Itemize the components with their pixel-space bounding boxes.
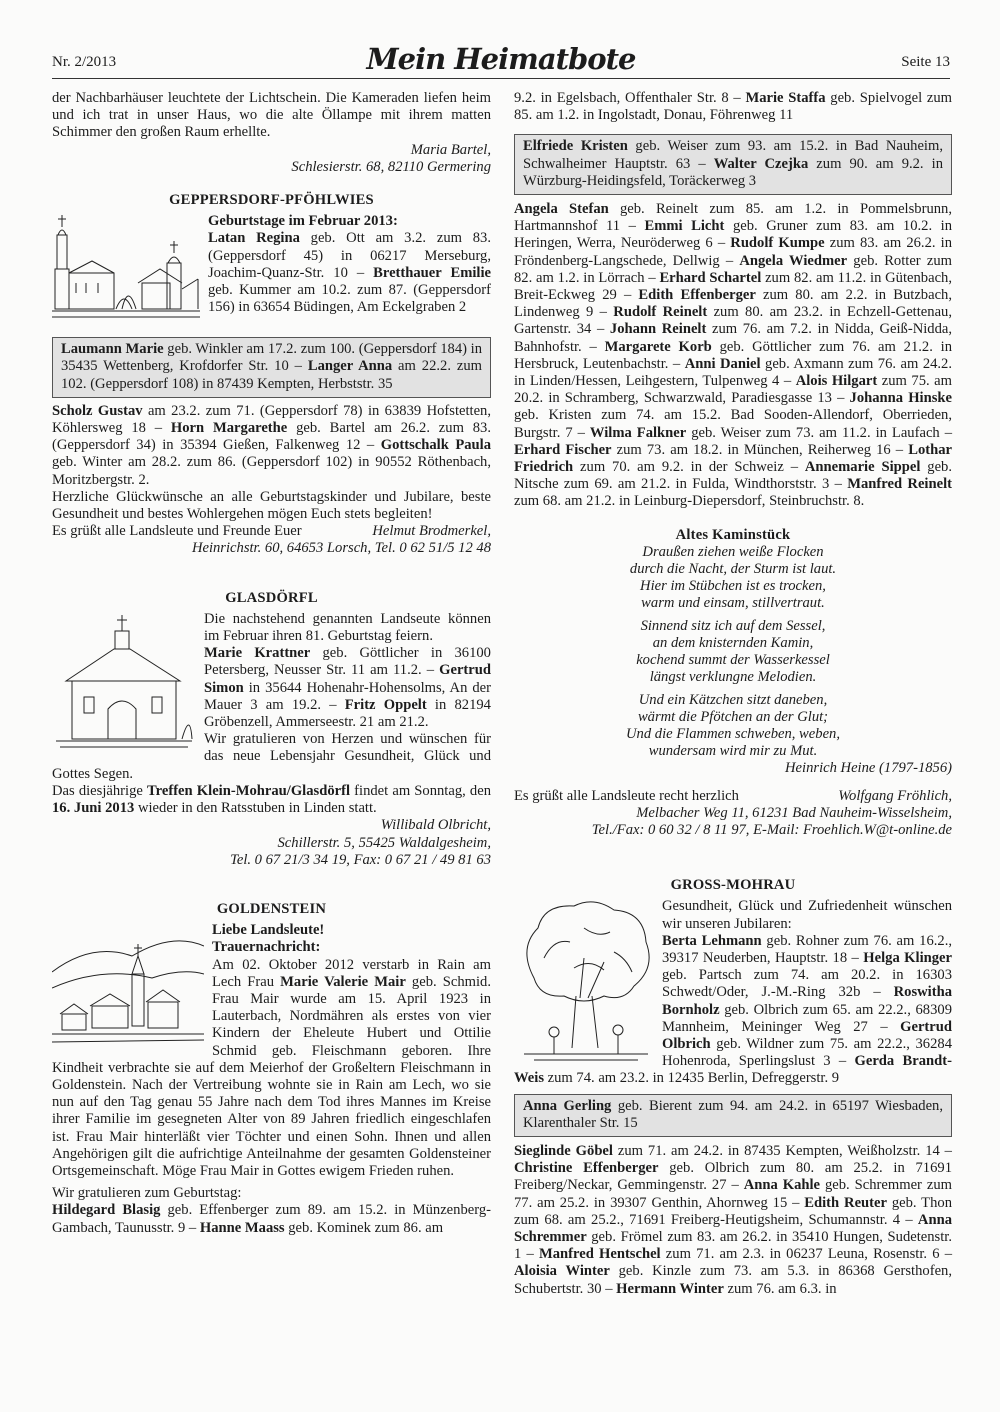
entry-text: geb. Rohner zum 76. am 16.2., 39317 Neuderben, Hauptstr. 18 – (662, 932, 952, 966)
person-name: Alois Hilgart (795, 373, 878, 390)
glasdoerfl-birthdays: Marie Krattner geb. Göttlicher in 36100 Petersberg, Neusser Str. 11 am 11.2. – Gertrud Simon in 35644 Hohenahr-Hohensolms, An der Mauer 3 am 19.2. – Fritz Oppelt in 82194 Gröbenzell, Ammerseestr. 21 am 21.2. (204, 645, 491, 731)
right-greeting: Es grüßt alle Landsleute recht herzlich Wolfgang Fröhlich, (514, 787, 952, 804)
right-birthday-list (514, 201, 952, 511)
entry-text: zum 73. am 18.2. in München, Reiherweg 16 – (611, 441, 909, 458)
geppersdorf-subheading: Geburtstage im Februar 2013: (208, 213, 398, 230)
poem-stanza-3: Und ein Kätzchen sitzt daneben, wärmt die Pfötchen an der Glut; Und die Flammen schweben, weben, wundersam wird mir zu Mut. (626, 691, 840, 760)
page-number: Seite 13 (901, 54, 950, 70)
person-name: Johanna Hinske (849, 390, 952, 407)
entry-text: geb. Wildner zum 75. am 22.2., 36284 Hohenroda, Sperlingslust 3 – (662, 1035, 952, 1070)
right-signature-contact: Tel./Fax: 0 60 32 / 8 11 97, E-Mail: Froehlich.W@t-online.de (591, 821, 952, 838)
header-rule (52, 78, 950, 79)
right-top-continuation: 9.2. in Egelsbach, Offenthaler Str. 8 – Marie Staffa geb. Spielvogel zum 85. am 1.2. in Ingolstadt, Donau, Föhrenweg 11 (514, 90, 953, 124)
person-name: Edith Reuter (804, 1194, 887, 1211)
poem-title: Altes Kaminstück (675, 526, 791, 543)
person-name: Edith Effenberger (638, 287, 756, 304)
entry-text: zum 80. am 2.2. in Butzbach, Lindenweg 9 – (514, 287, 952, 321)
person-name: Annemarie Sippel (804, 459, 921, 476)
entry-text: geb. Olbrich zum 65. am 22.2., 68309 Mannheim, Meininger Weg 27 – (662, 1001, 952, 1035)
person-name: Margarete Korb (604, 338, 712, 355)
entry-text: geb. Göttlicher zum 76. am 21.2. in Hersbruck, Leutenbachstr. – (514, 338, 953, 372)
entry-text: zum 83. am 26.2. in Fröndenberg-Langschede, Dellwig – (514, 235, 953, 269)
glasdoerfl-signature-address: Schillerstr. 5, 55425 Waldalgesheim, (277, 834, 491, 851)
entry-text: geb. Gruner zum 83. am 10.2. in Heringen, Werra, Neuröderweg 6 – (514, 218, 953, 252)
entry-text: zum 76. am 6.3. in (723, 1280, 837, 1297)
right-column (514, 90, 952, 1298)
geppersdorf-signature-address: Heinrichstr. 60, 64653 Lorsch, Tel. 0 62 51/5 12 48 (191, 540, 491, 557)
entry-text: geb. Reinelt zum 85. am 1.2. in Pommelsbrunn, Hartmannshof 11 – (514, 201, 952, 235)
town-landscape-illustration (52, 922, 206, 1058)
entry-text: geb. Partsch zum 74. am 20.2. in 16303 Schwedt/Oder, J.-M.-Ring 32b – (662, 967, 952, 1001)
goldenstein-birthdays: Hildegard Blasig geb. Effenberger zum 89. am 15.2. in Münzenberg-Gambach, Taunusstr. 9 – Hanne Maass geb. Kominek zum 86. am (52, 1202, 491, 1236)
right-signature-address: Melbacher Weg 11, 61231 Bad Nauheim-Wisselsheim, (636, 804, 952, 821)
person-name: Hermann Winter (616, 1280, 724, 1297)
person-name: Erhard Fischer (514, 441, 612, 458)
geppersdorf-heading: GEPPERSDORF-PFÖHLWIES (169, 192, 374, 209)
geppersdorf-wishes: Herzliche Glückwünsche an alle Geburtstagskinder und Jubilare, beste Gesundheit und bestes Wohlergehen mögen Euch stets begleiten! (52, 488, 491, 523)
glasdoerfl-meeting: Das diesjährige Treffen Klein-Mohrau/Glasdörfl findet am Sonntag, den 16. Juni 2013 wieder in den Ratsstuben in Linden statt. (52, 782, 491, 817)
entry-text: zum 70. am 9.2. in der Schweiz – (573, 459, 805, 476)
entry-text: zum 76. am 7.2. in Nidda, Geiß-Nidda, Bahnhofstr. – (514, 321, 953, 355)
entry-text: geb. Thon zum 68. am 25.2., 71691 Freiberg-Heutigsheim, Schumannstr. 4 – (514, 1194, 952, 1228)
masthead-logo: Mein Heimatbote (366, 42, 636, 76)
person-name: Aloisia Winter (514, 1263, 610, 1280)
left-column (52, 90, 491, 1237)
person-name: Wilma Falkner (589, 424, 687, 441)
person-name: Rudolf Kumpe (730, 235, 825, 252)
person-name: Anni Daniel (684, 355, 761, 372)
person-name: Emmi Licht (644, 218, 725, 235)
entry-text: geb. Nitsche zum 69. am 21.2. in Fulda, Windthorststr. 3 – (514, 459, 953, 493)
gross-mohrau-highlight-box: Anna Gerling geb. Bierent zum 94. am 24.2. in 65197 Wiesbaden, Klarenthaler Str. 15 (514, 1094, 952, 1137)
goldenstein-congrats: Wir gratulieren zum Geburtstag: (52, 1185, 242, 1202)
intro-paragraph: der Nachbarhäuser leuchtete der Lichtschein. Die Kameraden liefen heim und ich trat in unser Haus, wo die alte Öllampe mit ihrem matten Schimmer den großen Raum erhellte. (52, 90, 491, 141)
entry-text: zum 71. am 24.2. in 87435 Kempten, Weißholzstr. 14 – (612, 1142, 952, 1159)
geppersdorf-greeting: Es grüßt alle Landsleute und Freunde Euer Helmut Brodmerkel, (52, 523, 491, 540)
goldenstein-obituary: Am 02. Oktober 2012 verstarb in Rain am Lech Frau Marie Valerie Mair geb. Schmid. Frau Mair wurde am 15. April 1923 in Lauterbach, Nordmähren als erstes von vier Kindern der Eheleute Hubert und Ottilie Schmid geb. Fleischmann geboren. Ihre Kindheit verbrachte sie auf dem Meierhof der Großeltern Fleischmann in Goldenstein. Nach der Vertreibung wohnte sie in Rain am Lech, wo sie nun auf den Tag genau 55 Jahre nach dem Tod ihres Mannes im Kreise ihrer Familie im gesegneten Alter von 89 Jahren friedlich eingeschlafen ist. Frau Mair hinterläßt vier Töchter und einen Sohn. Ihnen und allen Angehörigen gilt die aufrichtige Anteilnahme der gesamten Goldensteiner Ortsgemeinschaft. Möge Frau Mair in Gottes ewigem Frieden ruhen. (52, 956, 491, 1179)
person-name: Rudolf Reinelt (613, 304, 708, 321)
goldenstein-heading: GOLDENSTEIN (216, 900, 327, 917)
goldenstein-section (52, 922, 491, 1180)
glasdoerfl-heading: GLASDÖRFL (225, 589, 318, 606)
bartel-signature-name: Maria Bartel, (410, 141, 491, 158)
person-name: Roswitha Bornholz (662, 984, 952, 1018)
goldenstein-greeting: Liebe Landsleute! (212, 922, 325, 939)
goldenstein-obituary-heading: Trauernachricht: (212, 939, 321, 956)
gross-mohrau-intro: Gesundheit, Glück und Zufriedenheit wünschen wir unseren Jubilaren: (662, 898, 952, 932)
glasdoerfl-intro: Die nachstehend genannten Landseute können im Februar ihren 81. Geburtstag feiern. (204, 610, 491, 645)
person-name: Erhard Schartel (659, 269, 762, 286)
gross-mohrau-birthdays-2 (514, 1143, 952, 1298)
gross-mohrau-heading: GROSS-MOHRAU (670, 877, 796, 894)
entry-text: geb. Kinzle zum 73. am 5.3. in 86368 Gersthofen, Schubertstr. 30 – (514, 1263, 952, 1297)
entry-text: geb. Frömel zum 83. am 26.2. in 35410 Hungen, Sudetenstr. 1 – (514, 1228, 952, 1263)
tree-illustration (514, 898, 656, 1070)
person-name: Angela Stefan (514, 201, 609, 218)
entry-text: geb. Axmann zum 76. am 24.2. in Linden/Hessen, Leihgestern, Tulpenweg 4 – (514, 355, 953, 390)
gross-mohrau-section (514, 898, 952, 1087)
geppersdorf-birthdays-1: Latan Regina geb. Ott am 3.2. zum 83. (Geppersdorf 45) in 06217 Merseburg, Joachim-Quanz-Str. 10 – Bretthauer Emilie geb. Kummer am 10.2. zum 87. (Geppersdorf 156) in 63654 Büdingen, Am Eckelgraben 2 (208, 230, 491, 316)
entry-text: geb. Rotter zum 82. am 1.2. in Lörrach – (514, 252, 952, 286)
person-name: Lothar Friedrich (514, 441, 952, 476)
bartel-signature-address: Schlesierstr. 68, 82110 Germering (291, 158, 491, 175)
poem-stanza-2: Sinnend sitz ich auf dem Sessel, an dem knisternden Kamin, kochend summt der Wasserkessel längst verklungne Melodien. (636, 617, 830, 686)
person-name: Manfred Reinelt (847, 476, 952, 493)
entry-text: zum 71. am 2.3. in 06237 Leuna, Rosenstr. 6 – (660, 1246, 952, 1263)
glasdoerfl-section (52, 611, 491, 783)
person-name: Manfred Hentschel (538, 1246, 661, 1263)
person-name: Anna Schremmer (514, 1211, 952, 1245)
person-name: Johann Reinelt (609, 321, 707, 338)
geppersdorf-highlight-box: Laumann Marie geb. Winkler am 17.2. zum 100. (Geppersdorf 184) in 35435 Wettenberg, Krofdorfer Str. 10 – Langer Anna am 22.2. zum 102. (Geppersdorf 108) in 87439 Kempten, Herbststr. 35 (52, 337, 491, 398)
right-highlight-box-1: Elfriede Kristen geb. Weiser zum 93. am 15.2. in Bad Nauheim, Schwalheimer Hauptstr. 63 – Walter Czejka zum 90. am 9.2. in Würzburg-Heidingsfeld, Toräckerweg 3 (514, 134, 952, 195)
glasdoerfl-signature-phone: Tel. 0 67 21/3 34 19, Fax: 0 67 21 / 49 81 63 (230, 851, 491, 868)
entry-text: zum 68. am 21.2. in Leinburg-Diepersdorf, Steinbruchstr. 8. (514, 493, 865, 510)
person-name: Sieglinde Göbel (514, 1142, 613, 1159)
entry-text: geb. Schremmer zum 77. am 25.2. in 39307 Genthin, Ahornweg 15 – (514, 1177, 952, 1211)
entry-text: zum 80. am 23.2. in Echzell-Gettenau, Gartenstr. 34 – (514, 304, 952, 338)
glasdoerfl-signature-name: Willibald Olbricht, (380, 817, 491, 834)
glasdoerfl-wishes: Wir gratulieren von Herzen und wünschen für das neue Lebensjahr Gesundheit, Glück und Gottes Segen. (52, 731, 491, 782)
entry-text: zum 75. am 20.2. in Schramberg, Schwarzwald, Paradiesgasse 13 – (514, 373, 952, 407)
page-header (52, 42, 950, 78)
entry-text: zum 74. am 23.2. in 12435 Berlin, Defreggerstr. 9 (544, 1070, 840, 1087)
entry-text: zum 82. am 11.2. in Gütenbach, Breit-Eckweg 29 – (514, 269, 953, 304)
person-name: Christine Effenberger (514, 1160, 659, 1177)
entry-text: geb. Olbrich zum 80. am 25.2. in 71691 Freiberg/Neckar, Gemmingenstr. 27 – (514, 1160, 952, 1194)
person-name: Berta Lehmann (662, 932, 762, 949)
person-name: Anna Kahle (743, 1177, 821, 1194)
person-name: Gerda Brandt-Weis (514, 1053, 952, 1087)
chapel-illustration (52, 611, 198, 761)
geppersdorf-birthdays-2: Scholz Gustav am 23.2. zum 71. (Geppersdorf 78) in 63839 Hofstetten, Köhlersweg 18 – Horn Margarethe geb. Bartel am 26.2. zum 83. (Geppersdorf 34) in 35394 Gießen, Falkenweg 12 – Gottschalk Paula geb. Winter am 28.2. zum 86. (Geppersdorf 102) in 90552 Röthenbach, Moritzbergstr. 2. (52, 402, 492, 488)
person-name: Helga Klinger (863, 949, 952, 966)
poem-stanza-1: Draußen ziehen weiße Flocken durch die Nacht, der Sturm ist laut. Hier im Stübchen ist es trocken, warm und einsam, stillvertraut. (629, 543, 837, 612)
entry-text: geb. Kristen zum 74. am 15.2. Bad Sooden-Allendorf, Oberrieden, Burgstr. 7 – (514, 407, 952, 441)
person-name: Gertrud Olbrich (662, 1018, 952, 1052)
poem-author: Heinrich Heine (1797-1856) (785, 760, 952, 777)
geppersdorf-section (52, 213, 491, 331)
entry-text: geb. Weiser zum 73. am 11.2. in Laufach – (686, 424, 952, 441)
village-church-illustration (52, 213, 202, 331)
issue-number: Nr. 2/2013 (52, 54, 117, 70)
person-name: Angela Wiedmer (739, 252, 848, 269)
